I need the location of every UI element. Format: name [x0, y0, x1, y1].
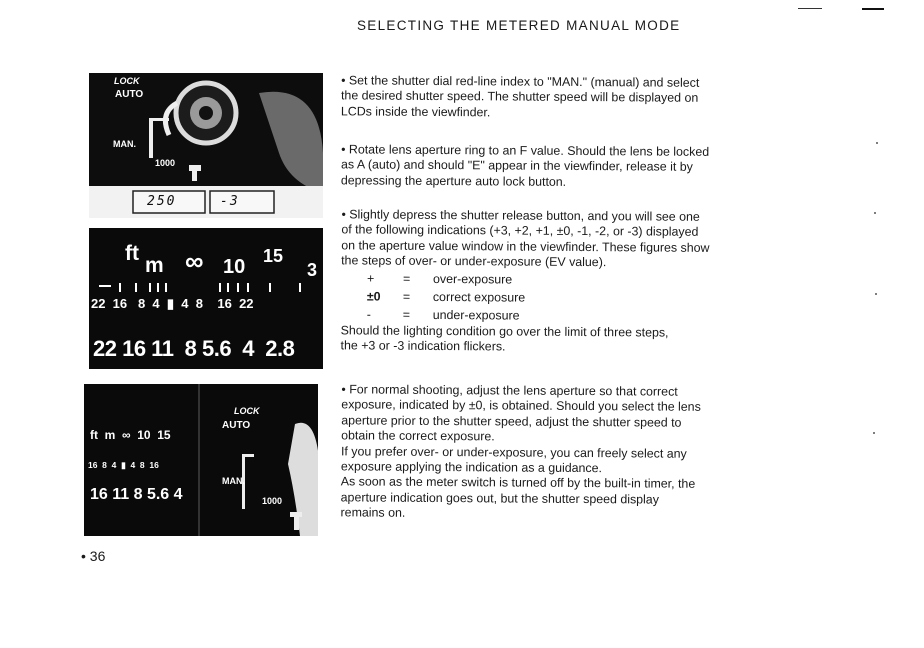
- small-dof-scale: 16 8 4 ▮ 4 8 16: [88, 460, 159, 470]
- photo-shutter-dial: [89, 73, 323, 218]
- small-speed-label: 1000: [262, 496, 283, 506]
- small-man-label: MAN.: [222, 476, 245, 486]
- header-rule-1: [798, 8, 822, 9]
- distance-scale: ft m ∞ 10 15 3: [125, 242, 318, 280]
- man-label: MAN.: [113, 139, 136, 149]
- small-aperture-scale: 16 11 8 5.6 4: [90, 486, 183, 503]
- dof-scale-numbers: 22 16 8 4 ▮ 4 8 16 22: [91, 296, 254, 311]
- legend-over: + = over-exposure: [366, 271, 513, 287]
- scan-speck: [875, 293, 877, 295]
- photo-aperture-ring: [89, 228, 323, 369]
- header-rule-2: [862, 8, 884, 10]
- page-title: SELECTING THE METERED MANUAL MODE: [357, 18, 681, 33]
- aperture-scale-numbers: 22 16 11 8 5.6 4 2.8: [93, 336, 295, 361]
- small-lock-label: LOCK: [234, 406, 260, 416]
- paragraph-exposure-indications: • Slightly depress the shutter release button, and you will see one of the following indications (+3, +2, +1, ±0, -1, -2, or -3) displayed on the aperture value window in the viewfinder. These figures show the steps of over- or under-exposure (EV value). + = over-exposure ±0 = correct exposure - = under-exposure Should the lighting condition go over the limit of three steps, the +3 or -3 indication flickers.: [340, 207, 821, 357]
- legend-correct: ±0 = correct exposure: [366, 289, 526, 305]
- small-auto-label: AUTO: [222, 420, 251, 431]
- depth-of-field-ticks: [89, 283, 323, 295]
- paragraph-normal-shooting: • For normal shooting, adjust the lens aperture so that correct exposure, indicated by ±0, is obtained. Should you select the lens aperture prior to the shutter speed, adjust the shutter speed to obtain the correct exposure. If you prefer over- or under-exposure, you can freely select any exposure applying the indication as a guidance. As soon as the meter switch is turned off by the built-in timer, the aperture indication goes out, but the shutter speed display remains on.: [340, 382, 701, 521]
- exposure-legend: [341, 269, 821, 326]
- scan-speck: [876, 142, 878, 144]
- scan-speck: [874, 212, 876, 214]
- scan-speck: [873, 432, 875, 434]
- photo-aperture-and-dial: [84, 384, 318, 536]
- lcd-shutter-speed: 250: [147, 194, 177, 209]
- lock-label: LOCK: [114, 76, 140, 86]
- auto-label: AUTO: [115, 89, 144, 100]
- lcd-exposure-indication: -3: [220, 194, 240, 209]
- paragraph-aperture-ring: • Rotate lens aperture ring to an F value. Should the lens be locked as A (auto) and should "E" appear in the viewfinder, release it by depressing the aperture auto lock button.: [340, 142, 710, 189]
- speed-label: 1000: [155, 158, 176, 168]
- small-distance-scale: ft m ∞ 10 15: [90, 428, 171, 442]
- page-number: • 36: [81, 548, 106, 564]
- paragraph-shutter-dial: • Set the shutter dial red-line index to "MAN." (manual) and select the desired shutter speed. The shutter speed will be displayed on LCDs inside the viewfinder.: [340, 73, 700, 120]
- legend-under: - = under-exposure: [366, 307, 520, 323]
